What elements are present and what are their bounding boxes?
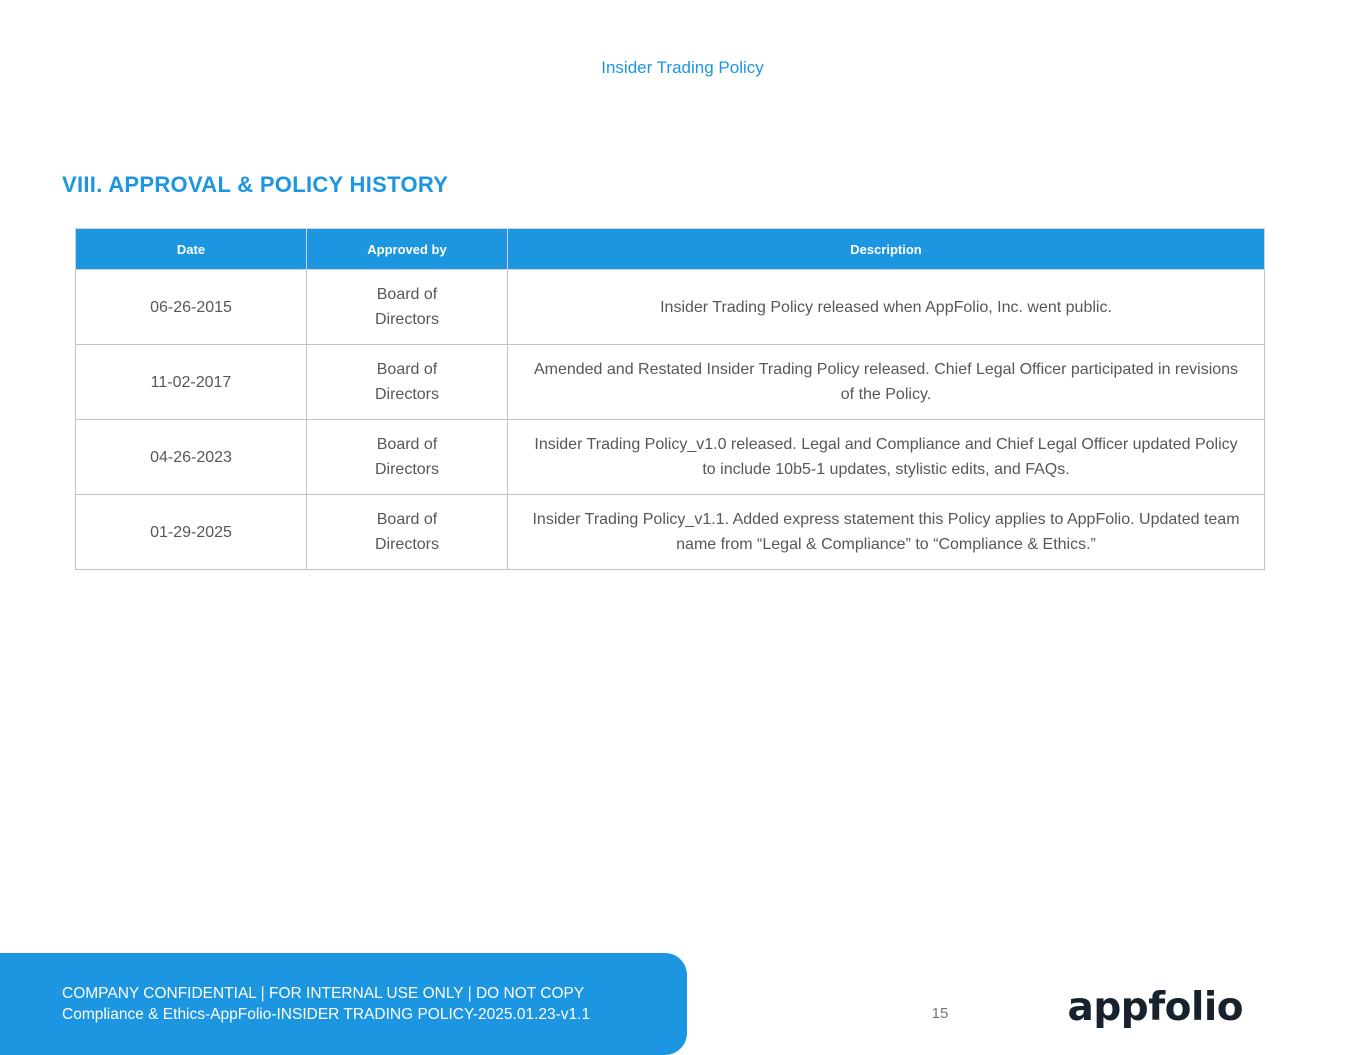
policy-history-table xyxy=(75,228,1265,570)
approved-by-text: Board of Directors xyxy=(374,436,439,478)
approved-by-text: Board of Directors xyxy=(374,511,439,553)
confidentiality-line2: Compliance & Ethics-AppFolio-INSIDER TRADING POLICY-2025.01.23-v1.1 xyxy=(62,1006,591,1023)
description-cell: Amended and Restated Insider Trading Policy released. Chief Legal Officer participated in revisions of the Policy. xyxy=(508,345,1265,420)
approved-by-cell xyxy=(307,270,508,345)
table-header-row xyxy=(76,229,1265,270)
table-row xyxy=(76,495,1265,570)
approved-by-text: Board of Directors xyxy=(374,361,439,403)
description-cell: Insider Trading Policy_v1.0 released. Legal and Compliance and Chief Legal Officer updated Policy to include 10b5-1 updates, stylistic edits, and FAQs. xyxy=(508,420,1265,495)
header-cell-date: Date xyxy=(76,229,307,270)
date-cell: 04-26-2023 xyxy=(76,420,307,495)
confidentiality-banner xyxy=(0,953,687,1055)
date-cell: 06-26-2015 xyxy=(76,270,307,345)
approved-by-text: Board of Directors xyxy=(374,286,439,328)
table-row xyxy=(76,270,1265,345)
confidentiality-line1: COMPANY CONFIDENTIAL | FOR INTERNAL USE ONLY | DO NOT COPY xyxy=(62,985,585,1002)
table-row xyxy=(76,420,1265,495)
approved-by-cell xyxy=(307,495,508,570)
date-cell: 01-29-2025 xyxy=(76,495,307,570)
section-heading: VIII. APPROVAL & POLICY HISTORY xyxy=(62,172,449,197)
header-cell-description: Description xyxy=(508,229,1265,270)
document-header-title: Insider Trading Policy xyxy=(601,58,764,77)
page-number: 15 xyxy=(931,1005,949,1022)
approved-by-cell xyxy=(307,420,508,495)
table-row xyxy=(76,345,1265,420)
header-cell-approved-by: Approved by xyxy=(307,229,508,270)
date-cell: 11-02-2017 xyxy=(76,345,307,420)
approved-by-cell xyxy=(307,345,508,420)
description-cell: Insider Trading Policy released when AppFolio, Inc. went public. xyxy=(508,270,1265,345)
description-cell: Insider Trading Policy_v1.1. Added express statement this Policy applies to AppFolio. Updated team name from “Legal & Compliance” to “Compliance & Ethics.” xyxy=(508,495,1265,570)
appfolio-logo: appfolio xyxy=(1067,985,1243,1030)
